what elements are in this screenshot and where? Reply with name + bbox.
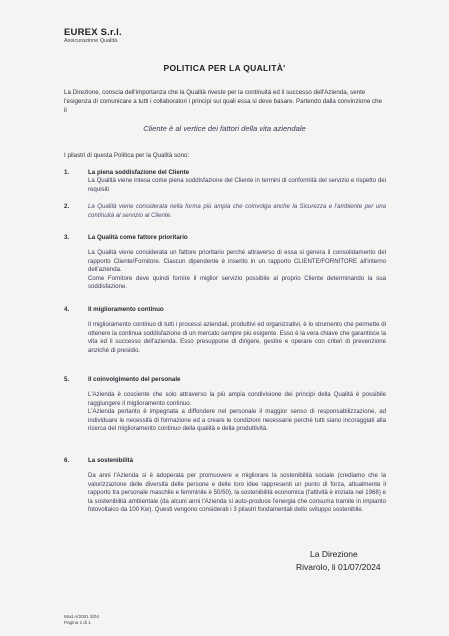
section-paragraph: L'Azienda è cosciente che solo attraverso la più ampia condivisione dei principi della Qualità è possibile raggiungere il miglioramento continuo. [88,391,386,407]
section-title: Il miglioramento continuo [88,306,164,313]
company-subtitle: Assicurazione Qualità [64,38,118,44]
section-body [88,391,386,434]
section-heading [64,457,386,464]
section-heading [64,234,386,241]
section-number: 2. [64,203,70,210]
section-heading [64,306,386,313]
section-6 [64,457,386,515]
section-number: 1. [64,169,70,176]
section-number: 3. [64,234,70,241]
form-code: Mod.A/2001 3/04 [64,614,99,619]
section-4 [64,306,386,355]
section-heading [64,169,386,176]
signature-block [296,548,381,574]
section-paragraph: La Qualità viene considerata nella forma più ampia che coinvolga anche la Sicurezza e l'ambiente per una continuità al servizio al Cliente. [88,203,386,219]
section-title: Il coinvolgimento del personale [88,376,181,383]
section-paragraph: Da anni l'Azienda si è adoperata per promuovere e migliorare la sostenibilità sociale (crediamo che la valorizzazione delle diversità delle persone e delle loro idee rappresenti un punto di forza, attualmente il rapporto tra personale maschile e femminile è 50/50), la sostenibilità economica (l'attività è iniziata nel 1968) e la sostenibilità ambientale (da alcuni anni l'Azienda si auto-produce l'energia che consuma tramite in impianto fotovoltaico da 100 Kw). Questi vengono considerati i 3 pilastri fondamentali dello sviluppo sostenibile. [88,472,386,514]
section-body [88,321,386,355]
section-5 [64,376,386,434]
section-body [88,177,386,194]
slogan: Cliente è al vertice dei fattori della vita aziendale [143,124,306,133]
section-2 [64,203,386,220]
section-title: La sostenibilità [88,457,134,464]
section-number: 6. [64,457,70,464]
section-1 [64,169,386,194]
intro-paragraph: La Direzione, conscia dell'importanza che la Qualità riveste per la continuità ed il successo dell'Azienda, sente l'esigenza di comunicare a tutti i collaboratori i principi sui quali essa si deve basare. Partendo dalla convinzione che il [64,89,382,115]
pillars-intro: I pilastri di questa Politica per la Qualità sono: [64,152,190,159]
section-number: 4. [64,306,70,313]
section-body [88,249,386,292]
section-paragraph: L'Azienda pertanto è impegnata a diffondere nel personale il maggior senso di responsabilizzazione, ad individuare le necessità di formazione ed a creare le condizioni necessarie perché tutti siano incoraggiati alla ricerca del miglioramento continuo della qualità e della produttività. [88,408,386,433]
signature-role: La Direzione [310,549,358,559]
footer [64,614,99,626]
section-paragraph: La Qualità viene intesa come piena soddisfazione del Cliente in termini di conformità del servizio e rispetto dei requisiti [88,177,386,193]
section-paragraph: La Qualità viene considerata un fattore prioritario perché attraverso di essa si genera il consolidamento del rapporto Cliente/Fornitore. Ciascun dipendente è inserito in un rapporto CLIENTE/FORNITORE all'interno dell'azienda. [88,249,386,274]
section-paragraph: Il miglioramento continuo di tutti i processi aziendali, produttivi ed organizzativi, è lo strumento che permette di ottenere la continua soddisfazione di un mercato sempre più esigente. Esso è la vera chiave che garantisce la vita ed il successo dell'azienda. Esso presuppone di dirigere, gestire e operare con criteri di prevenzione anziché di presidio. [88,321,386,354]
company-name: EUREX S.r.l. [64,27,122,38]
page-number: Pagina 1 di 1 [64,619,91,625]
section-title: La Qualità come fattore prioritario [88,234,188,241]
document-title: POLITICA PER LA QUALITÀ' [163,63,286,73]
section-3 [64,234,386,292]
section-body [88,472,386,515]
section-number: 5. [64,376,70,383]
section-paragraph: Come Fornitore deve quindi fornire il miglior servizio possibile al proprio Cliente determinando la sua soddisfazione. [88,274,386,291]
section-title: La piena soddisfazione del Cliente [88,169,190,176]
section-heading [64,203,386,220]
signature-place-date: Rivarolo, li 01/07/2024 [296,562,381,572]
section-heading [64,376,386,383]
